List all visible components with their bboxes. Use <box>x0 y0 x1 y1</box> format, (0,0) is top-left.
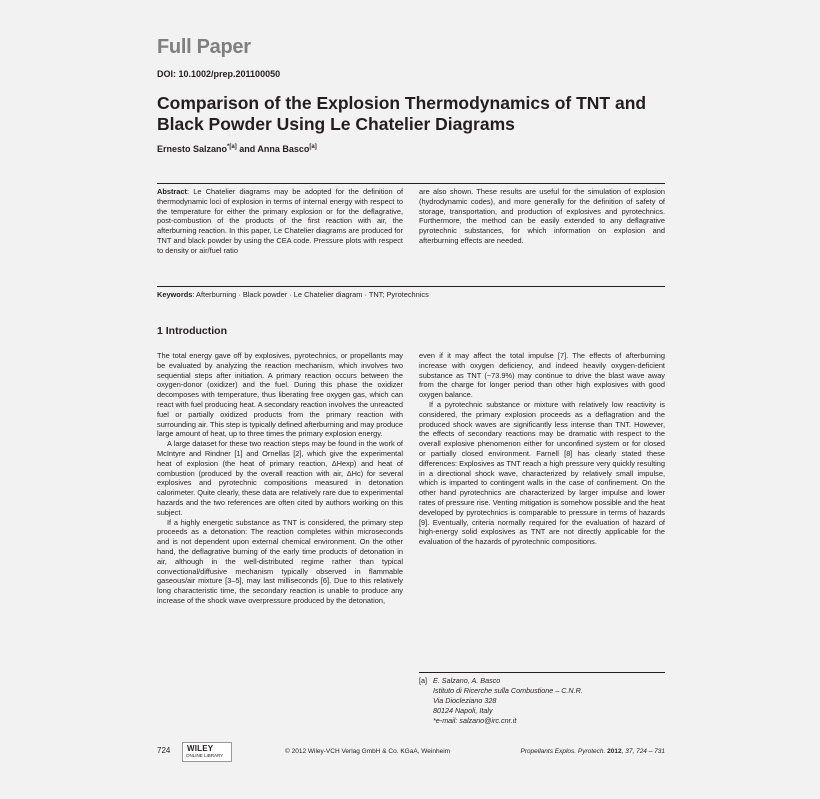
paragraph: The total energy gave off by explosives, pyrotechnics, or propellants may be evaluated by analyzing the reaction mechanism, which involves two sequential steps after initiation. A primary reaction occurs between the oxygen-donor (oxidizer) and the fuel. During this phase the oxidizer decomposes with temperature, thus liberating free oxygen gas, which can react with fuel producing heat. A secondary reaction involves the unreacted fuel or partially oxidized products from the primary reaction with surrounding air. This step is typically defined afterburning and may produce large amount of heat, up to three times the primary explosion energy. <box>157 351 403 439</box>
author-name: Ernesto Salzano <box>157 144 228 154</box>
article-title: Comparison of the Explosion Thermodynamics of TNT and Black Powder Using Le Chatelier Diagrams <box>157 93 647 134</box>
footnote-address: Via Diocleziano 328 <box>433 696 497 705</box>
doi: DOI: 10.1002/prep.201100050 <box>157 69 281 79</box>
abstract-text: : Le Chatelier diagrams may be adopted for the definition of thermodynamic loci of explosion in terms of internal energy with respect to the temperature for either the primary explosion or for the deflagrative, post-combustion of the products of the first reaction with air, the afterburning reaction. In this paper, Le Chatelier diagrams are produced for TNT and black powder by using the CEA code. Pressure plots with respect to density or air/fuel ratio <box>157 187 403 255</box>
copyright-notice: © 2012 Wiley-VCH Verlag GmbH & Co. KGaA, Weinheim <box>285 748 451 755</box>
abstract-left-column <box>157 187 403 256</box>
footnote-authors: E. Salzano, A. Basco <box>433 676 501 685</box>
journal-name: Propellants Explos. Pyrotech. <box>520 748 606 755</box>
section-heading: 1 Introduction <box>157 325 227 337</box>
footnote-institute: Istituto di Ricerche sulla Combustione – C.N.R. <box>433 686 583 695</box>
footnote-email[interactable]: *e-mail: salzano@irc.cnr.it <box>433 716 517 725</box>
footnote-city: 80124 Napoli, Italy <box>433 706 493 715</box>
wiley-logo <box>182 742 232 762</box>
paragraph: even if it may affect the total impulse [7]. The effects of afterburning increase with oxygen deficiency, and indeed heavily oxygen-deficient substance as TNT (−73.9%) may continue to drive the blast wave away from the charge for longer period than other high explosives with good oxygen balance. <box>419 351 665 400</box>
article-type-label: Full Paper <box>157 36 251 58</box>
paragraph: If a pyrotechnic substance or mixture with relatively low reactivity is considered, the primary explosion proceeds as a deflagration and the produced shock waves are significantly less intense than TNT. However, the effects of secondary reactions may be dramatic with respect to the overall explosive phenomenon either for unconfined system or for closed or partially closed environment. Farnell [8] has clearly stated these differences: Explosives as TNT reach a high pressure very quickly resulting in a directional shock wave, characterized by relatively small impulse, which is imparted to contingent walls in the case of confinement. On the other hand pyrotechnics are characterized by larger impulse and lower rates of pressure rise. Venting mitigation is somehow possible and the heat developed by pyrotechnics is comparable to pressure in terms of hazards [9]. Eventually, criteria normally required for the evaluation of hazard of high-energy solid explosives as TNT are not directly applicable for the evaluation of the hazards of pyrotechnic compositions. <box>419 399 665 547</box>
abstract-right-column: are also shown. These results are useful for the simulation of explosion (hydrodynamic codes), and more generally for the definition of safety of storage, transportation, and production of explosives and pyrotechnics. Furthermore, the method can be easily extended to any deflagrative pyrotechnic substances, for which information on explosion and afterburning effects are needed. <box>419 187 665 245</box>
keywords-text: : Afterburning · Black powder · Le Chatelier diagram · TNT; Pyrotechnics <box>192 290 429 299</box>
footnote-marker: [a] <box>419 676 427 685</box>
journal-citation <box>520 748 665 755</box>
logo-subtitle: ONLINE LIBRARY <box>186 753 224 758</box>
paragraph: If a highly energetic substance as TNT is considered, the primary step proceeds as a detonation: The reaction completes within microseconds and is not dependent upon external chemical environment. On the other hand, the deflagrative burning of the early time products of detonation in air, although in the well-distributed regime rather than typical convectional/diffusive mechanism typically observed in flammable gaseous/air mixture [3–5], may last milliseconds [6]. Due to this relatively long characteristic time, the secondary reaction is unable to produce any increase of the shock wave overpressure produced by the detonation, <box>157 517 403 605</box>
keywords-label: Keywords <box>157 290 193 299</box>
paragraph: A large dataset for these two reaction steps may be found in the work of McIntyre and Rindner [1] and Ornellas [2], which give the experimental heat of explosion (the heat of primary reaction, ΔHexp) and heat of combustion (produced by the overall reaction with air, ΔHc) for several explosives and pyrotechnic compositions measured in detonation calorimeter. Quite clearly, these data are relatively rare due to experimental hazards and the two references are often cited by authors working on this subject. <box>157 439 403 517</box>
body-right-column <box>419 351 665 547</box>
keywords <box>157 290 665 300</box>
journal-volume-pages: , 37, 724 – 731 <box>621 748 665 755</box>
body-left-column <box>157 351 403 606</box>
journal-year: 2012 <box>607 748 622 755</box>
page-number: 724 <box>157 746 171 755</box>
author-affiliation-mark: [a] <box>309 144 317 150</box>
abstract-label: Abstract <box>157 187 187 196</box>
author-affiliation-mark: *[a] <box>227 144 237 150</box>
logo-wordmark: WILEY <box>187 744 214 753</box>
affiliation-footnote <box>419 672 665 726</box>
author-line <box>157 144 317 154</box>
page-footer <box>157 741 665 763</box>
author-conjunction: and <box>239 144 256 154</box>
author-name: Anna Basco <box>257 144 310 154</box>
